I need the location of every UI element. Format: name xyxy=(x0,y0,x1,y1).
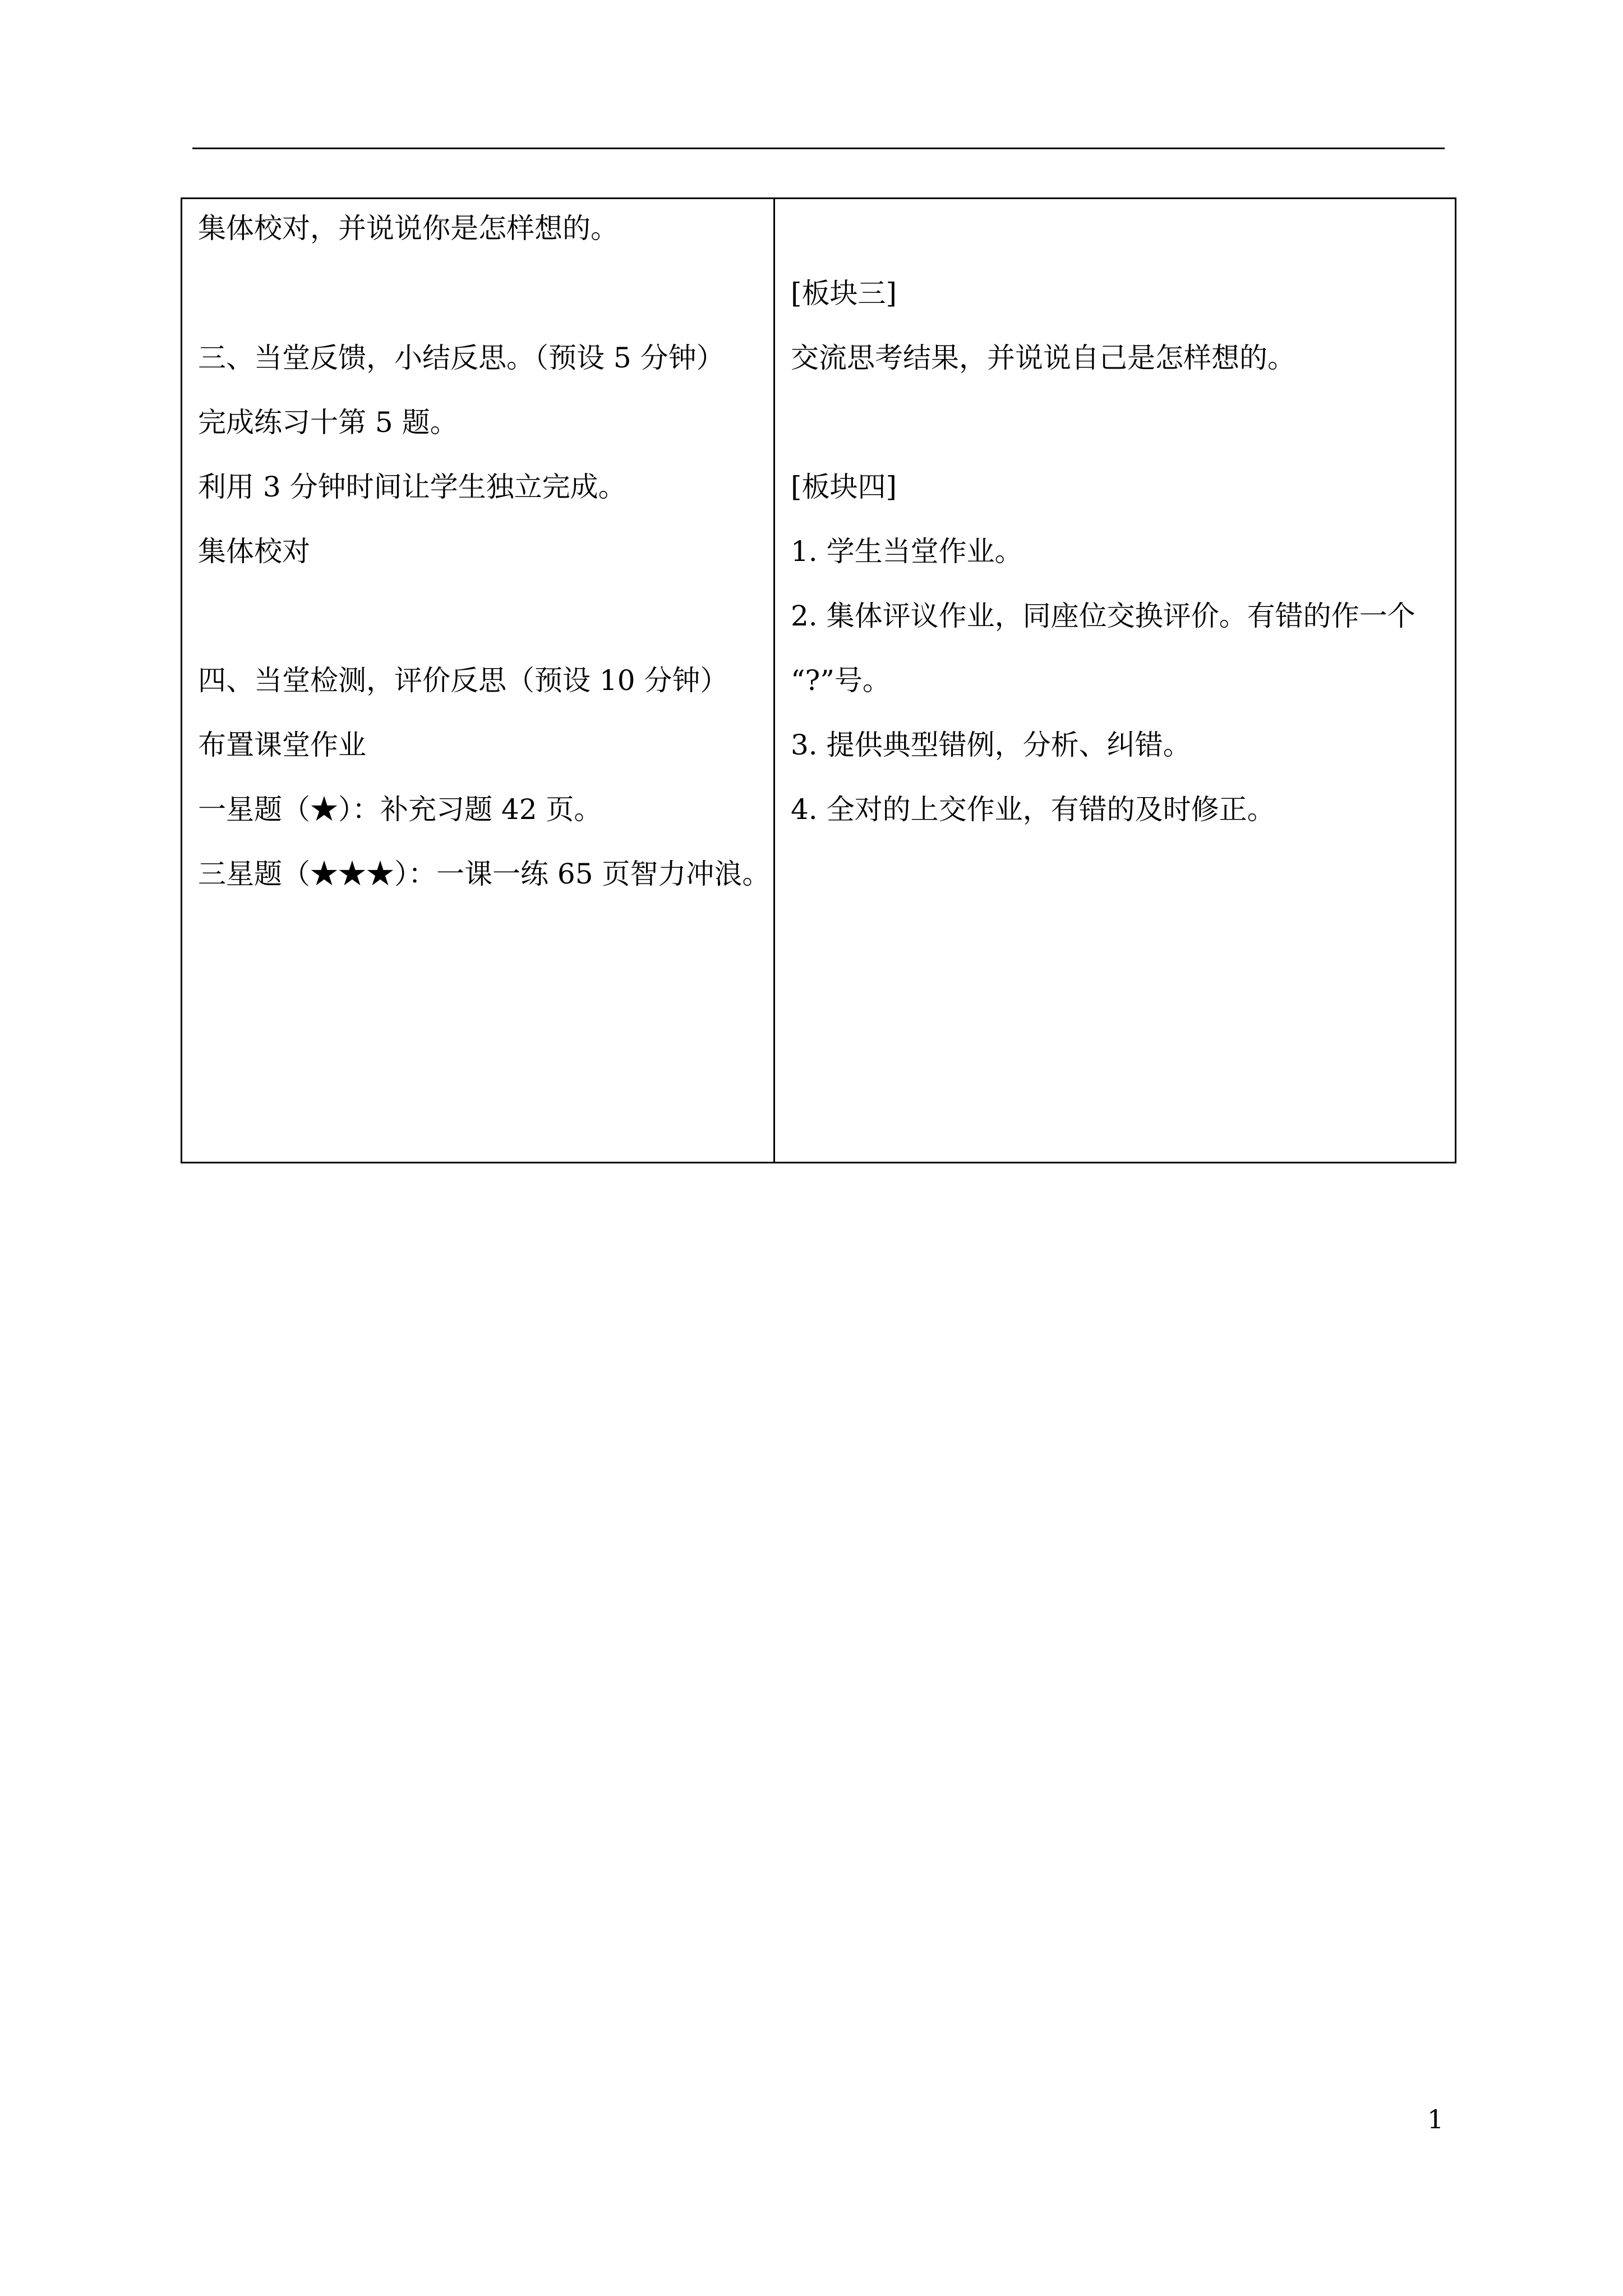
left-line: 集体校对 xyxy=(198,535,310,568)
list-item: 1. 学生当堂作业。 xyxy=(791,535,1023,568)
left-line: 利用 3 分钟时间让学生独立完成。 xyxy=(198,471,626,503)
left-line: 布置课堂作业 xyxy=(198,729,366,761)
list-item: 2. 集体评议作业，同座位交换评价。有错的作一个 xyxy=(791,600,1415,632)
student-activity-column xyxy=(775,199,1455,1162)
block-heading: [板块三] xyxy=(791,277,897,310)
list-item: 4. 全对的上交作业，有错的及时修正。 xyxy=(791,793,1275,826)
page-number: 1 xyxy=(1427,2104,1444,2134)
lesson-plan-table xyxy=(181,197,1456,1163)
left-line: 一星题（★）：补充习题 42 页。 xyxy=(198,793,602,826)
section-heading: 三、当堂反馈，小结反思。（预设 5 分钟） xyxy=(198,342,725,374)
header-rule xyxy=(192,148,1445,149)
left-line: 三星题（★★★）：一课一练 65 页智力冲浪。 xyxy=(198,858,771,890)
list-item: 3. 提供典型错例，分析、纠错。 xyxy=(791,729,1191,761)
teacher-activity-column xyxy=(182,199,775,1162)
section-heading: 四、当堂检测，评价反思（预设 10 分钟） xyxy=(198,664,728,697)
left-line: 完成练习十第 5 题。 xyxy=(198,406,458,439)
block-heading: [板块四] xyxy=(791,471,897,503)
left-line: 集体校对，并说说你是怎样想的。 xyxy=(198,212,619,245)
right-line: 交流思考结果，并说说自己是怎样想的。 xyxy=(791,342,1295,374)
list-item-continuation: “?”号。 xyxy=(791,664,891,697)
